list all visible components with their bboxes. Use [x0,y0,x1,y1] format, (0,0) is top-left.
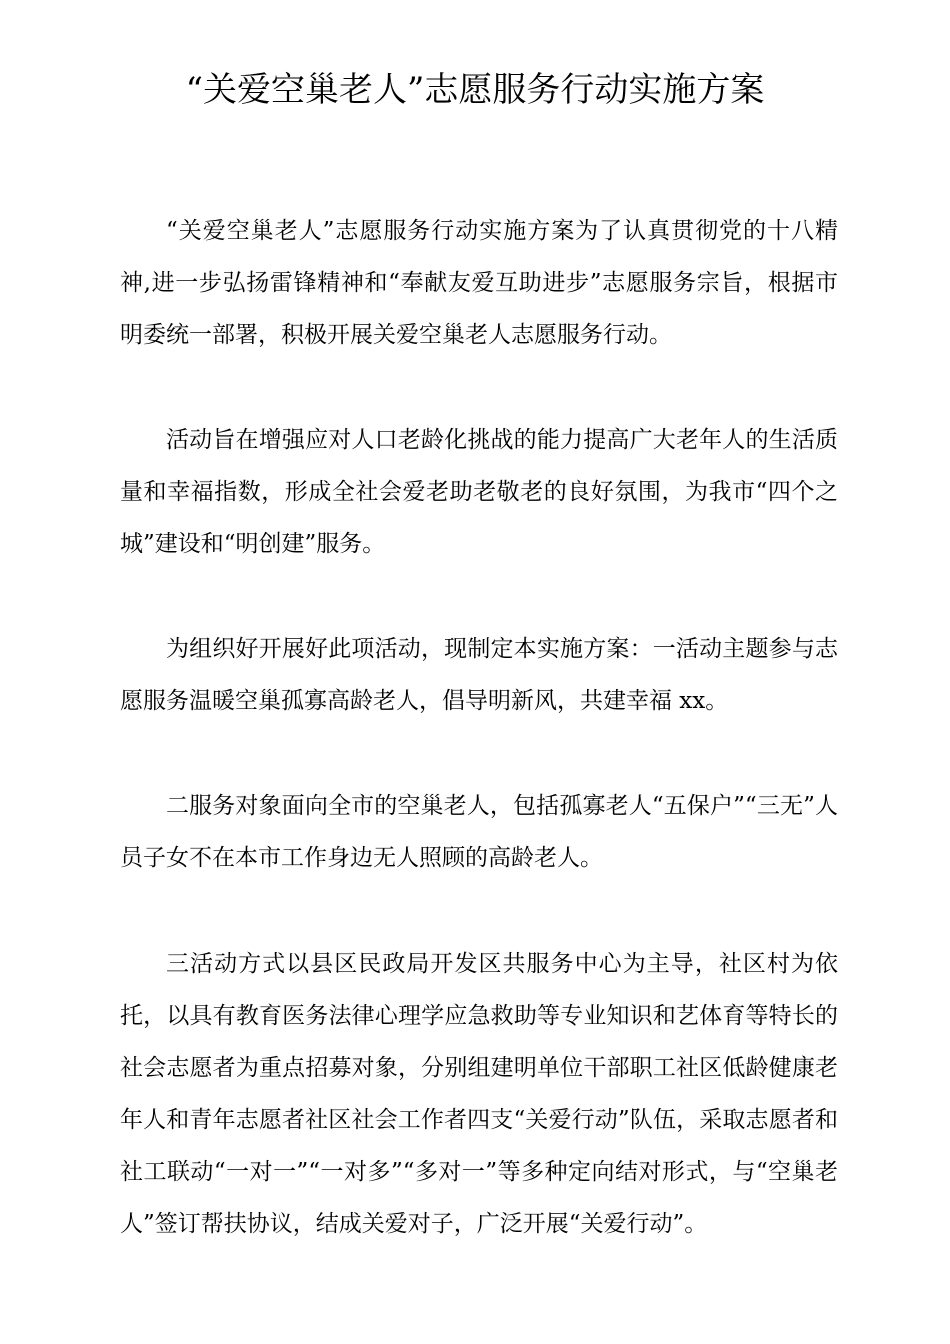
paragraph-service-targets: 二服务对象面向全市的空巢老人，包括孤寡老人“五保户”“三无”人员子女不在本市工作身边无人照顾的高龄老人。 [120,793,838,871]
document-title: “关爱空巢老人”志愿服务行动实施方案 [185,70,765,110]
paragraph-theme: 为组织好开展好此项活动，现制定本实施方案：一活动主题参与志愿服务温暖空巢孤寡高龄老人，倡导明新风，共建幸福 xx。 [120,636,838,714]
paragraph-purpose: 活动旨在增强应对人口老龄化挑战的能力提高广大老年人的生活质量和幸福指数，形成全社会爱老助老敬老的良好氛围，为我市“四个之城”建设和“明创建”服务。 [120,427,838,557]
paragraph-intro: “关爱空巢老人”志愿服务行动实施方案为了认真贯彻党的十八精神,进一步弘扬雷锋精神和“奉献友爱互助进步”志愿服务宗旨，根据市明委统一部署，积极开展关爱空巢老人志愿服务行动。 [120,218,838,348]
paragraph-activity-methods: 三活动方式以县区民政局开发区共服务中心为主导，社区村为依托，以具有教育医务法律心理学应急救助等专业知识和艺体育等特长的社会志愿者为重点招募对象，分别组建明单位干部职工社区低龄健康老年人和青年志愿者社区社会工作者四支“关爱行动”队伍，采取志愿者和社工联动“一对一”“一对多”“多对一”等多种定向结对形式，与“空巢老人”签订帮扶协议，结成关爱对子，广泛开展“关爱行动”。 [120,951,838,1237]
